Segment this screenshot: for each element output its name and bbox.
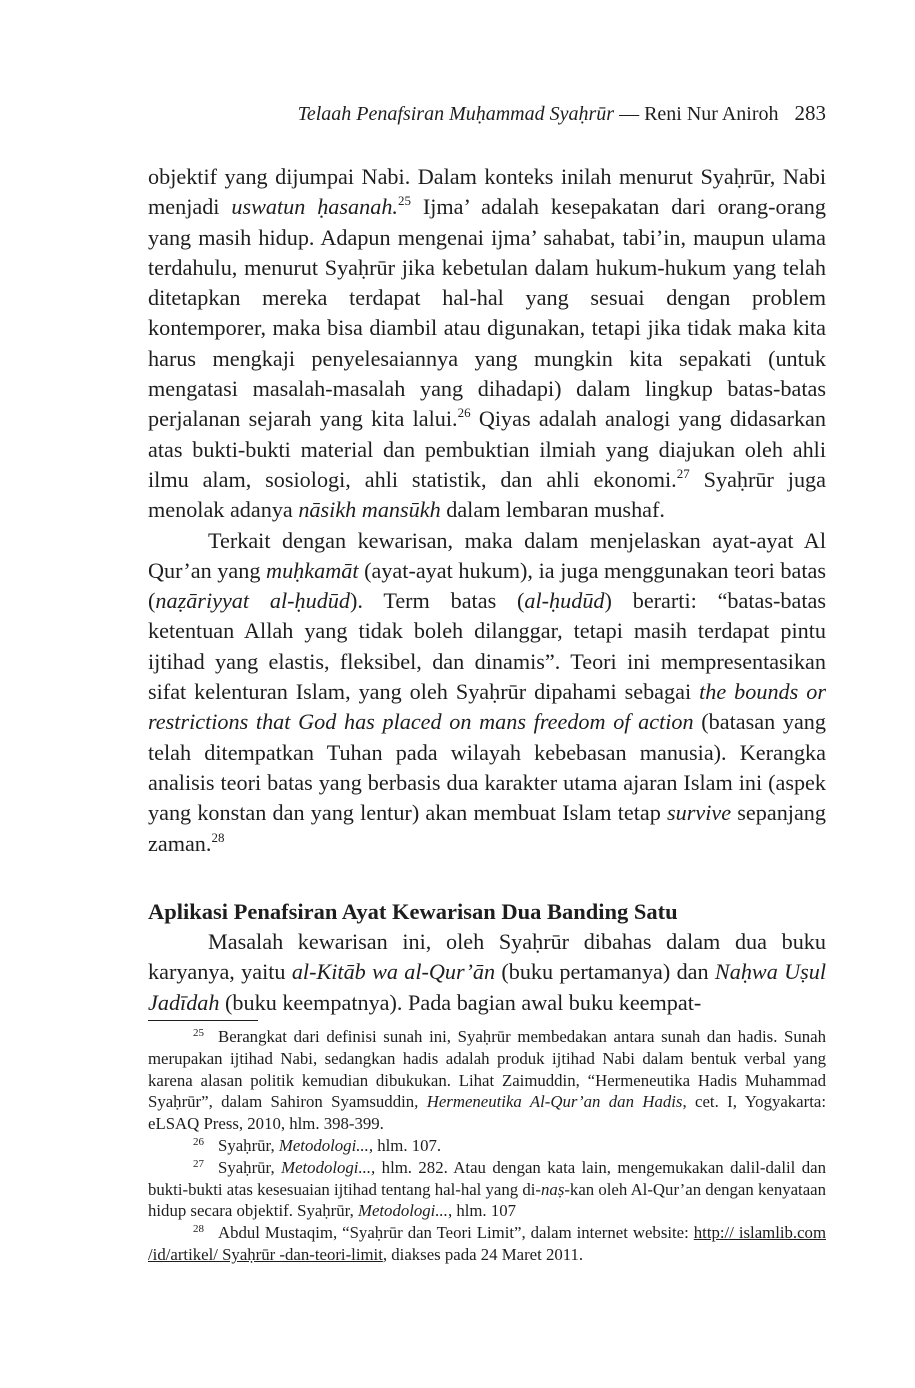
text-run: , cet. I, Yogyakarta: eLSAQ Press, 2010, hlm. 398-399. xyxy=(148,1092,826,1134)
text-run: Syaḥrūr juga menolak adanya xyxy=(148,466,826,523)
running-title: Telaah Penafsiran Muḥammad Syaḥrūr xyxy=(297,103,615,125)
italic-term: Naḥwa Uṣul Jadīdah xyxy=(148,959,827,1015)
text-run: dalam lembaran mushaf. xyxy=(440,497,665,523)
website-link[interactable]: http:// islamlib.com /id/artikel/ Syaḥrūr -dan-teori-limit xyxy=(148,1223,826,1264)
footnote-26 xyxy=(148,1135,826,1157)
running-header xyxy=(148,98,826,128)
header-separator: — xyxy=(614,103,645,125)
italic-term: the bounds or restrictions that God has placed on mans freedom of action xyxy=(148,679,826,735)
footnote-number: 27 xyxy=(193,1157,204,1170)
text-run: Abdul Mustaqim, “Syaḥrūr dan Teori Limit”, dalam internet website: xyxy=(218,1223,694,1243)
paragraph-2 xyxy=(148,526,826,859)
footnote-27 xyxy=(148,1157,826,1222)
text-run: hlm. 107. xyxy=(373,1135,442,1155)
italic-term: Metodologi..., xyxy=(281,1157,376,1177)
footnote-number: 28 xyxy=(193,1223,204,1236)
text-run: (buku keempatnya). Pada bagian awal buku keempat- xyxy=(219,989,702,1015)
text-run: Syaḥrūr, xyxy=(218,1157,282,1177)
italic-term: al-Kitāb wa al-Qur’ān xyxy=(291,959,496,985)
text-run: (ayat-ayat hukum), ia juga menggunakan teori batas ( xyxy=(148,557,827,614)
text-run: hlm. 282. Atau dengan kata lain, mengemukakan dalil-dalil dan bukti-bukti atas kesesuaian ijtihad tentang hal-hal yang di- xyxy=(148,1157,826,1199)
text-run: Berangkat dari definisi sunah ini, Syaḥrūr membedakan antara sunah dan hadis. Sunah merupakan ijtihad Nabi, sedangkan hadis adalah produk ijtihad Nabi dalam bentuk verbal yang karena alasan politik kemudian dibukukan. Lihat Zaimuddin, “Hermeneutika Hadis Muhammad Syaḥrūr”, dalam Sahiron Syamsuddin xyxy=(148,1027,826,1112)
text-run: , hlm. 107 xyxy=(447,1201,516,1221)
text-run: , diakses pada 24 Maret 2011. xyxy=(382,1244,584,1264)
footnote-ref-25: 25 xyxy=(397,193,411,209)
footnote-ref-28: 28 xyxy=(211,829,225,845)
italic-term: uswatun ḥasanah. xyxy=(231,194,398,220)
italic-term: naẓāriyyat al-ḥudūd xyxy=(155,588,350,614)
italic-term: naṣ xyxy=(541,1179,565,1199)
text-run: -kan oleh Al-Qur’an dengan kenyataan hidup secara objektif. Syaḥrūr, xyxy=(148,1179,826,1221)
section-heading: Aplikasi Penafsiran Ayat Kewarisan Dua Banding Satu xyxy=(148,898,678,924)
italic-term: muḥkamāt xyxy=(266,557,359,583)
footnote-25 xyxy=(148,1026,826,1135)
text-run: Ijma’ adalah kesepakatan dari orang-orang yang masih hidup. Adapun mengenai ijma’ sahabat, tabi’in, maupun ulama terdahulu, menurut Syaḥrūr jika kebetulan dalam hukum-hukum yang telah ditetapkan mereka terdapat hal-hal yang sesuai dengan problem kontemporer, maka bisa diambil atau digunakan, tetapi jika tidak maka kita harus mengkaji penyelesaiannya yang mungkin kita sepakati (untuk mengatasi masalah-masalah yang dihadapi) dalam lingkup batas-batas perjalanan sejarah yang kita lalui. xyxy=(148,194,826,432)
footnote-ref-27: 27 xyxy=(676,465,690,481)
footnotes xyxy=(148,1026,826,1266)
text-run: Terkait dengan kewarisan, maka dalam menjelaskan ayat-ayat Al Qur’an yang xyxy=(148,527,826,583)
text-run: ) berarti: “batas-batas ketentuan Allah yang tidak boleh dilanggar, tetapi masih terdapat pintu ijtihad yang elastis, fleksibel, dan dinamis”. Teori ini mempresentasikan sifat kelenturan Islam, yang oleh Syaḥrūr dipahami sebagai xyxy=(148,588,826,705)
italic-term: Metodologi... xyxy=(357,1201,448,1221)
text-run: Syaḥrūr, xyxy=(218,1135,279,1155)
italic-term: Metodologi..., xyxy=(278,1135,374,1155)
text-run: Qiyas adalah analogi yang didasarkan atas bukti-bukti material dan pembuktian ilmiah yang diajukan oleh ahli ilmu alam, sosiologi, ahli statistik, dan ahli ekonomi. xyxy=(148,406,826,492)
main-text xyxy=(148,162,826,1018)
text-run: (batasan yang telah ditempatkan Tuhan pada wilayah kebebasan manusia). Kerangka analisis teori batas yang berbasis dua karakter utama ajaran Islam ini (aspek yang konstan dan yang lentur) akan membuat Islam tetap xyxy=(148,709,826,826)
footnote-divider xyxy=(148,1020,258,1021)
footnote-number: 26 xyxy=(193,1135,204,1148)
footnote-number: 25 xyxy=(193,1027,204,1039)
text-run: ). Term batas ( xyxy=(349,588,525,614)
page-number: 283 xyxy=(794,101,826,125)
paragraph-3 xyxy=(148,927,826,1018)
italic-term: nāsikh mansūkh xyxy=(298,497,441,523)
italic-term: , Hermeneutika Al-Qur’an dan Hadis xyxy=(414,1092,683,1112)
running-author: Reni Nur Aniroh xyxy=(644,103,779,125)
italic-term: survive xyxy=(667,800,732,826)
footnote-ref-26: 26 xyxy=(457,405,471,421)
text-run: objektif yang dijumpai Nabi. Dalam konteks inilah menurut Syaḥrūr, Nabi menjadi xyxy=(148,164,826,220)
footnote-28 xyxy=(148,1222,826,1266)
italic-term: al-ḥudūd xyxy=(524,588,605,614)
text-run: (buku pertamanya) dan xyxy=(495,959,715,985)
text-run: sepanjang zaman. xyxy=(148,800,826,856)
text-run: Masalah kewarisan ini, oleh Syaḥrūr dibahas dalam dua buku karyanya, yaitu xyxy=(148,929,826,985)
paragraph-1 xyxy=(148,162,826,526)
